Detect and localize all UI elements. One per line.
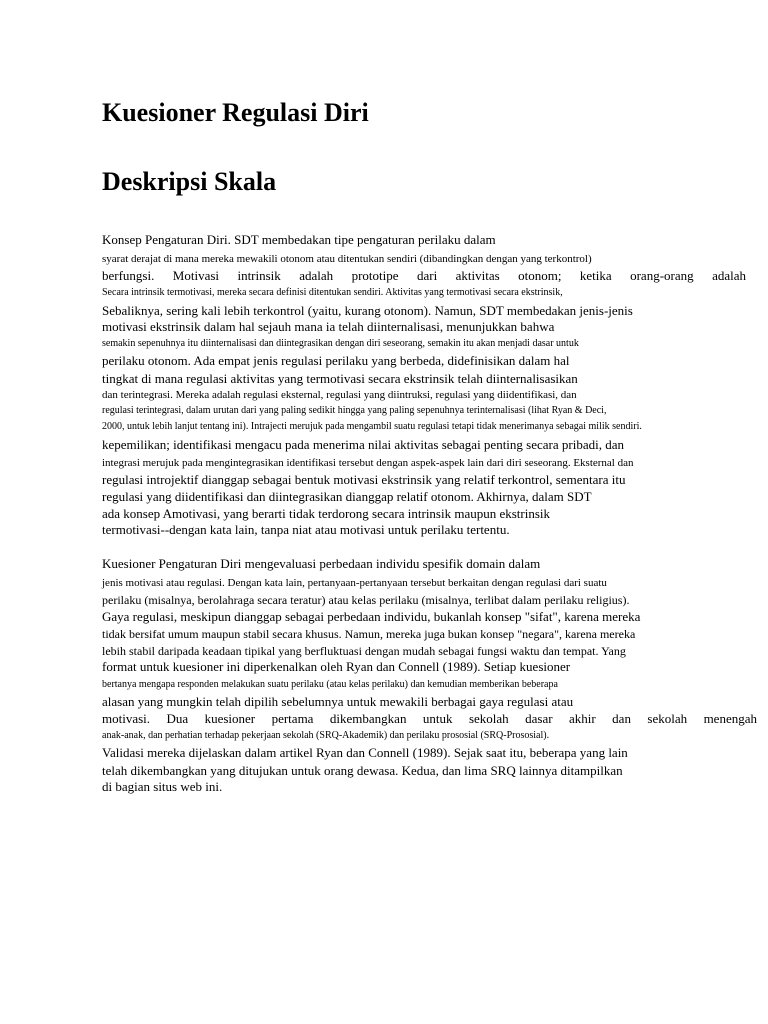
text-line: regulasi introjektif dianggap sebagai bentuk motivasi ekstrinsik yang relatif terkontrol, sementara itu — [102, 472, 626, 487]
text-line: syarat derajat di mana mereka mewakili otonom atau ditentukan sendiri (dibandingkan dengan yang terkontrol) — [102, 253, 592, 265]
text-line: di bagian situs web ini. — [102, 779, 223, 794]
document-title: Kuesioner Regulasi Diri — [102, 98, 369, 127]
text-line: Gaya regulasi, meskipun dianggap sebagai perbedaan individu, bukanlah konsep "sifat", karena mereka — [102, 609, 641, 624]
section-heading: Deskripsi Skala — [102, 167, 277, 196]
text-line: regulasi yang diidentifikasi dan diintegrasikan dianggap relatif otonom. Akhirnya, dalam SDT — [102, 489, 592, 504]
text-line: tidak bersifat umum maupun stabil secara khusus. Namun, mereka juga bukan konsep "negara", karena mereka — [102, 627, 636, 641]
text-line: 2000, untuk lebih lanjut tentang ini). Intrajecti merujuk pada mengambil suatu regulasi tetapi tidak menerimanya sebagai milik sendiri. — [102, 421, 642, 432]
text-line: lebih stabil daripada keadaan tipikal yang berfluktuasi dengan mudah sebagai fungsi waktu dan tempat. Yang — [102, 644, 626, 658]
text-line: telah dikembangkan yang ditujukan untuk orang dewasa. Kedua, dan lima SRQ lainnya ditampilkan — [102, 763, 623, 778]
text-line: kepemilikan; identifikasi mengacu pada menerima nilai aktivitas sebagai penting secara pribadi, dan — [102, 437, 624, 452]
text-line: motivasi ekstrinsik dalam hal sejauh mana ia telah diinternalisasi, menunjukkan bahwa — [102, 319, 555, 334]
text-line: bertanya mengapa responden melakukan suatu perilaku (atau kelas perilaku) dan kemudian memberikan beberapa — [102, 679, 558, 690]
text-line: Sebaliknya, sering kali lebih terkontrol (yaitu, kurang otonom). Namun, SDT membedakan jenis-jenis — [102, 303, 633, 318]
text-line: Kuesioner Pengaturan Diri mengevaluasi perbedaan individu spesifik domain dalam — [102, 556, 541, 571]
text-line: alasan yang mungkin telah dipilih sebelumnya untuk mewakili berbagai gaya regulasi atau — [102, 694, 574, 709]
text-line: termotivasi--dengan kata lain, tanpa niat atau motivasi untuk perilaku tertentu. — [102, 522, 510, 537]
text-line: jenis motivasi atau regulasi. Dengan kata lain, pertanyaan-pertanyaan tersebut berkaitan dengan regulasi dari suatu — [102, 577, 607, 589]
text-line: regulasi terintegrasi, dalam urutan dari yang paling sedikit hingga yang paling sepenuhnya terinternalisasi (lihat Ryan & Deci, — [102, 405, 607, 416]
text-line: dan terintegrasi. Mereka adalah regulasi eksternal, regulasi yang diintruksi, regulasi yang diidentifikasi, dan — [102, 389, 577, 401]
text-line: tingkat di mana regulasi aktivitas yang termotivasi secara ekstrinsik telah diinternalisasikan — [102, 371, 578, 386]
text-line: motivasi. Dua kuesioner pertama dikembangkan untuk sekolah dasar akhir dan sekolah menengah — [102, 711, 757, 726]
text-line: perilaku (misalnya, berolahraga secara teratur) atau kelas perilaku (misalnya, terlibat dalam perilaku religius). — [102, 593, 630, 607]
text-line: integrasi merujuk pada mengintegrasikan identifikasi tersebut dengan aspek-aspek lain dari diri seseorang. Eksternal dan — [102, 457, 634, 469]
text-line: Validasi mereka dijelaskan dalam artikel Ryan dan Connell (1989). Sejak saat itu, beberapa yang lain — [102, 745, 628, 760]
text-line: Secara intrinsik termotivasi, mereka secara definisi ditentukan sendiri. Aktivitas yang termotivasi secara ekstrinsik, — [102, 287, 563, 298]
text-line: berfungsi. Motivasi intrinsik adalah prototipe dari aktivitas otonom; ketika orang-orang adalah — [102, 268, 746, 283]
text-line: perilaku otonom. Ada empat jenis regulasi perilaku yang berbeda, didefinisikan dalam hal — [102, 353, 570, 368]
text-line: format untuk kuesioner ini diperkenalkan oleh Ryan dan Connell (1989). Setiap kuesioner — [102, 659, 571, 674]
text-line: Konsep Pengaturan Diri. SDT membedakan tipe pengaturan perilaku dalam — [102, 232, 496, 247]
text-line: anak-anak, dan perhatian terhadap pekerjaan sekolah (SRQ-Akademik) dan perilaku prososial (SRQ-Prososial). — [102, 730, 550, 741]
text-line: ada konsep Amotivasi, yang berarti tidak terdorong secara intrinsik maupun ekstrinsik — [102, 506, 551, 521]
text-line: semakin sepenuhnya itu diinternalisasi dan diintegrasikan dengan diri seseorang, semakin itu akan menjadi dasar untuk — [102, 338, 579, 349]
